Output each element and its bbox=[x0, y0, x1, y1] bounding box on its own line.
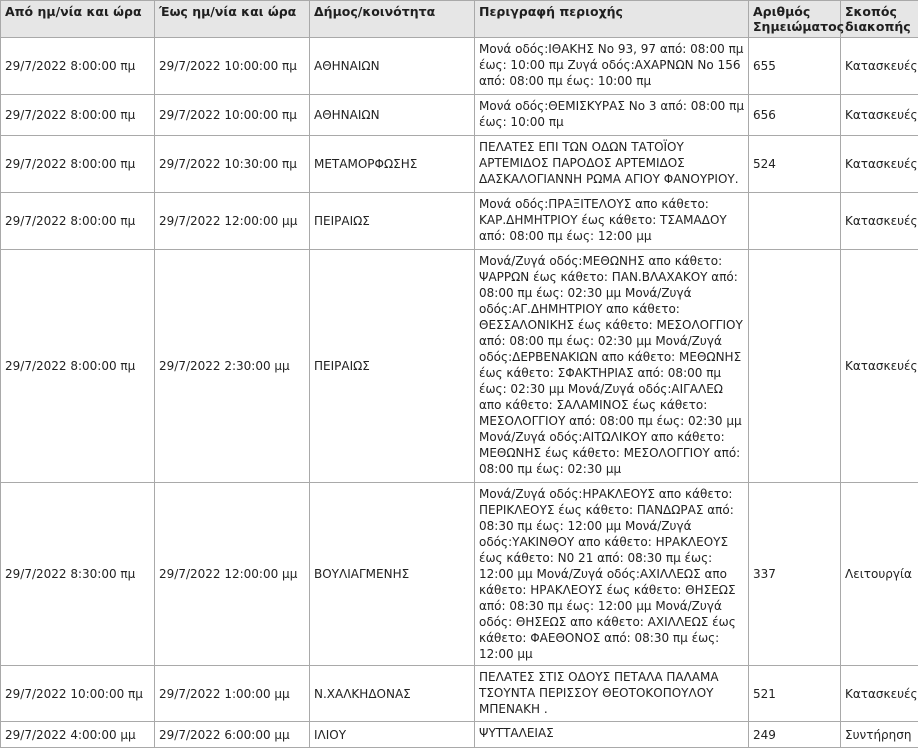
cell-from: 29/7/2022 4:00:00 μμ bbox=[1, 722, 155, 748]
table-row bbox=[1, 250, 918, 483]
cell-description: Μονά οδός:ΙΘΑΚΗΣ Νο 93, 97 από: 08:00 πμ έως: 10:00 πμ Ζυγά οδός:ΑΧΑΡΝΩΝ Νο 156 από: 08:00 πμ έως: 10:00 πμ bbox=[475, 38, 749, 95]
cell-description: ΠΕΛΑΤΕΣ ΕΠΙ ΤΩΝ ΟΔΩΝ ΤΑΤΟΪΟΥ ΑΡΤΕΜΙΔΟΣ ΠΑΡΟΔΟΣ ΑΡΤΕΜΙΔΟΣ ΔΑΣΚΑΛΟΓΙΑΝΝΗ ΡΩΜΑ ΑΓΙΟΥ ΦΑΝΟΥΡΙΟΥ. bbox=[475, 136, 749, 193]
table-row bbox=[1, 666, 918, 722]
table-row bbox=[1, 38, 918, 95]
cell-from: 29/7/2022 8:00:00 πμ bbox=[1, 95, 155, 136]
cell-note-number: 655 bbox=[749, 38, 841, 95]
cell-municipality: ΒΟΥΛΙΑΓΜΕΝΗΣ bbox=[310, 483, 475, 666]
cell-municipality: ΑΘΗΝΑΙΩΝ bbox=[310, 38, 475, 95]
cell-municipality: ΜΕΤΑΜΟΡΦΩΣΗΣ bbox=[310, 136, 475, 193]
cell-municipality: ΠΕΙΡΑΙΩΣ bbox=[310, 193, 475, 250]
cell-note-number: 249 bbox=[749, 722, 841, 748]
table-row bbox=[1, 136, 918, 193]
cell-description: Μονά/Ζυγά οδός:ΜΕΘΩΝΗΣ απο κάθετο: ΨΑΡΡΩΝ έως κάθετο: ΠΑΝ.ΒΛΑΧΑΚΟΥ από: 08:00 πμ έως: 02:30 μμ Μονά/Ζυγά οδός:ΑΓ.ΔΗΜΗΤΡΙΟΥ απο κάθετο: ΘΕΣΣΑΛΟΝΙΚΗΣ έως κάθετο: ΜΕΣΟΛΟΓΓΙΟΥ από: 08:00 πμ έως: 02:30 μμ Μονά/Ζυγά οδός:ΔΕΡΒΕΝΑΚΙΩΝ απο κάθετο: ΜΕΘΩΝΗΣ έως κάθετο: ΣΦΑΚΤΗΡΙΑΣ από: 08:00 πμ έως: 02:30 μμ Μονά/Ζυγά οδός:ΑΙΓΑΛΕΩ απο κάθετο: ΣΑΛΑΜΙΝΟΣ έως κάθετο: ΜΕΣΟΛΟΓΓΙΟΥ από: 08:00 πμ έως: 02:30 μμ Μονά/Ζυγά οδός:ΑΙΤΩΛΙΚΟΥ απο κάθετο: ΜΕΘΩΝΗΣ έως κάθετο: ΜΕΣΟΛΟΓΓΙΟΥ από: 08:00 πμ έως: 02:30 μμ bbox=[475, 250, 749, 483]
cell-description: ΠΕΛΑΤΕΣ ΣΤΙΣ ΟΔΟΥΣ ΠΕΤΑΛΑ ΠΑΛΑΜΑ ΤΣΟΥΝΤΑ ΠΕΡΙΣΣΟΥ ΘΕΟΤΟΚΟΠΟΥΛΟΥ ΜΠΕΝΑΚΗ . bbox=[475, 666, 749, 722]
cell-from: 29/7/2022 8:00:00 πμ bbox=[1, 38, 155, 95]
cell-description: ΨΥΤΤΑΛΕΙΑΣ bbox=[475, 722, 749, 748]
table-row bbox=[1, 95, 918, 136]
cell-to: 29/7/2022 12:00:00 μμ bbox=[155, 193, 310, 250]
cell-to: 29/7/2022 10:00:00 πμ bbox=[155, 95, 310, 136]
header-municipality[interactable]: Δήμος/κοινότητα bbox=[310, 1, 475, 38]
cell-purpose: Λειτουργία bbox=[841, 483, 918, 666]
cell-note-number: 337 bbox=[749, 483, 841, 666]
cell-purpose: Συντήρηση bbox=[841, 722, 918, 748]
header-description[interactable]: Περιγραφή περιοχής bbox=[475, 1, 749, 38]
cell-from: 29/7/2022 8:00:00 πμ bbox=[1, 136, 155, 193]
cell-municipality: Ν.ΧΑΛΚΗΔΟΝΑΣ bbox=[310, 666, 475, 722]
cell-note-number: 524 bbox=[749, 136, 841, 193]
cell-purpose: Κατασκευές bbox=[841, 136, 918, 193]
cell-description: Μονά οδός:ΘΕΜΙΣΚΥΡΑΣ Νο 3 από: 08:00 πμ έως: 10:00 πμ bbox=[475, 95, 749, 136]
cell-to: 29/7/2022 12:00:00 μμ bbox=[155, 483, 310, 666]
cell-purpose: Κατασκευές bbox=[841, 38, 918, 95]
header-from[interactable]: Από ημ/νία και ώρα bbox=[1, 1, 155, 38]
table-row bbox=[1, 483, 918, 666]
cell-description: Μονά/Ζυγά οδός:ΗΡΑΚΛΕΟΥΣ απο κάθετο: ΠΕΡΙΚΛΕΟΥΣ έως κάθετο: ΠΑΝΔΩΡΑΣ από: 08:30 πμ έως: 12:00 μμ Μονά/Ζυγά οδός:ΥΑΚΙΝΘΟΥ απο κάθετο: ΗΡΑΚΛΕΟΥΣ έως κάθετο: Ν0 21 από: 08:30 πμ έως: 12:00 μμ Μονά/Ζυγά οδός:ΑΧΙΛΛΕΩΣ απο κάθετο: ΗΡΑΚΛΕΟΥΣ έως κάθετο: ΘΗΣΕΩΣ από: 08:30 πμ έως: 12:00 μμ Μονά/Ζυγά οδός: ΘΗΣΕΩΣ απο κάθετο: ΑΧΙΛΛΕΩΣ έως κάθετο: ΦΑΕΘΟΝΟΣ από: 08:30 πμ έως: 12:00 μμ bbox=[475, 483, 749, 666]
cell-municipality: ΠΕΙΡΑΙΩΣ bbox=[310, 250, 475, 483]
cell-note-number bbox=[749, 193, 841, 250]
header-note-number[interactable]: Αριθμός Σημειώματος bbox=[749, 1, 841, 38]
header-to[interactable]: Έως ημ/νία και ώρα bbox=[155, 1, 310, 38]
cell-purpose: Κατασκευές bbox=[841, 193, 918, 250]
table-row bbox=[1, 722, 918, 748]
cell-to: 29/7/2022 10:30:00 πμ bbox=[155, 136, 310, 193]
header-purpose[interactable]: Σκοπός διακοπής bbox=[841, 1, 918, 38]
cell-note-number: 521 bbox=[749, 666, 841, 722]
cell-from: 29/7/2022 10:00:00 πμ bbox=[1, 666, 155, 722]
cell-to: 29/7/2022 6:00:00 μμ bbox=[155, 722, 310, 748]
cell-note-number bbox=[749, 250, 841, 483]
cell-purpose: Κατασκευές bbox=[841, 95, 918, 136]
cell-description: Μονά οδός:ΠΡΑΞΙΤΕΛΟΥΣ απο κάθετο: ΚΑΡ.ΔΗΜΗΤΡΙΟΥ έως κάθετο: ΤΣΑΜΑΔΟΥ από: 08:00 πμ έως: 12:00 μμ bbox=[475, 193, 749, 250]
cell-to: 29/7/2022 1:00:00 μμ bbox=[155, 666, 310, 722]
cell-purpose: Κατασκευές bbox=[841, 250, 918, 483]
cell-municipality: ΑΘΗΝΑΙΩΝ bbox=[310, 95, 475, 136]
cell-to: 29/7/2022 2:30:00 μμ bbox=[155, 250, 310, 483]
cell-note-number: 656 bbox=[749, 95, 841, 136]
cell-purpose: Κατασκευές bbox=[841, 666, 918, 722]
cell-from: 29/7/2022 8:00:00 πμ bbox=[1, 250, 155, 483]
cell-from: 29/7/2022 8:30:00 πμ bbox=[1, 483, 155, 666]
cell-from: 29/7/2022 8:00:00 πμ bbox=[1, 193, 155, 250]
header-row bbox=[1, 1, 918, 38]
table-row bbox=[1, 193, 918, 250]
cell-municipality: ΙΛΙΟΥ bbox=[310, 722, 475, 748]
cell-to: 29/7/2022 10:00:00 πμ bbox=[155, 38, 310, 95]
